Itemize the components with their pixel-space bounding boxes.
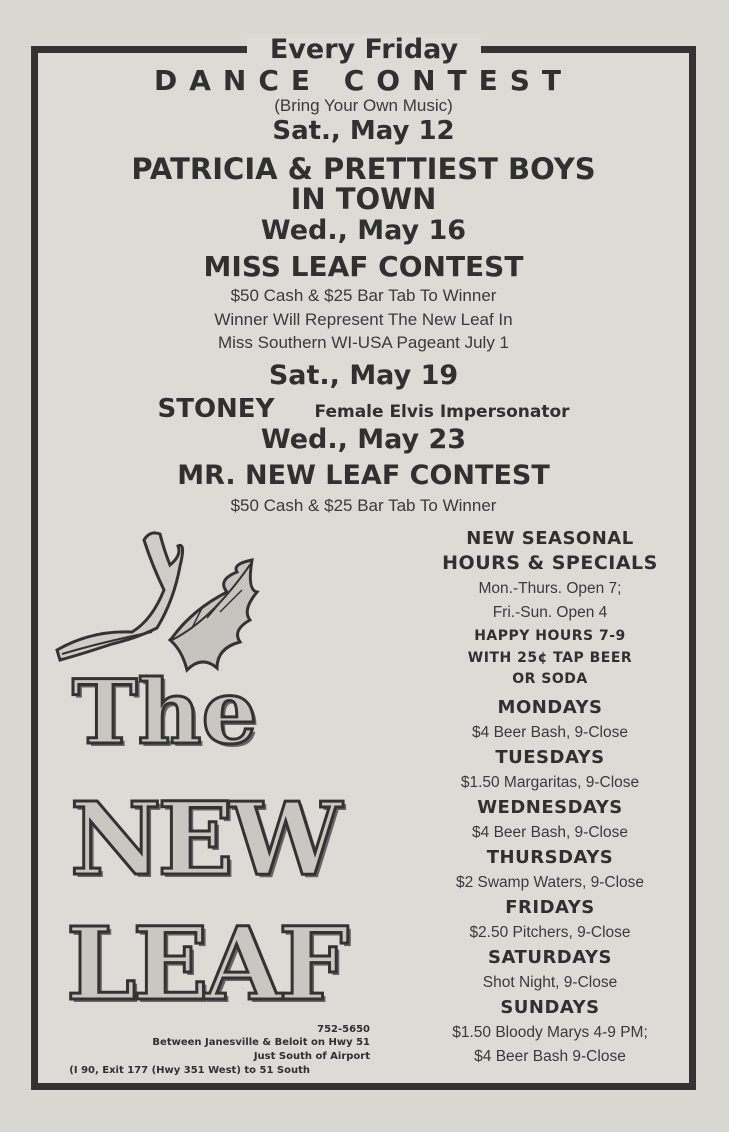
deal-thursday: $2 Swamp Waters, 9-Close — [455, 874, 645, 891]
hours-weekend: Fri.-Sun. Open 4 — [492, 604, 608, 621]
event-mr-new-leaf: MR. NEW LEAF CONTEST — [177, 460, 550, 491]
event-patricia-line1: PATRICIA & PRETTIEST BOYS — [131, 152, 596, 186]
day-sunday: SUNDAYS — [500, 997, 600, 1018]
address-line2: Just South of Airport — [253, 1051, 370, 1062]
day-monday: MONDAYS — [497, 697, 603, 718]
specials-heading-1: NEW SEASONAL — [466, 528, 634, 549]
miss-leaf-pageant: Miss Southern WI-USA Pageant July 1 — [217, 333, 510, 352]
deal-tuesday: $1.50 Margaritas, 9-Close — [460, 774, 640, 791]
day-tuesday: TUESDAYS — [495, 747, 605, 768]
miss-leaf-prize: $50 Cash & $25 Bar Tab To Winner — [230, 286, 497, 305]
logo-the: The — [72, 660, 258, 764]
logo-leaf: LEAF — [66, 905, 346, 1023]
stoney-description: Female Elvis Impersonator — [314, 402, 570, 422]
day-thursday: THURSDAYS — [486, 847, 614, 868]
miss-leaf-detail: Winner Will Represent The New Leaf In — [214, 310, 513, 329]
event-patricia-line2: IN TOWN — [290, 182, 437, 216]
happy-hours-2: WITH 25¢ TAP BEER — [467, 650, 633, 666]
event-stoney — [31, 394, 696, 424]
deal-wednesday: $4 Beer Bash, 9-Close — [472, 824, 628, 841]
deal-monday: $4 Beer Bash, 9-Close — [472, 724, 628, 741]
address-line1: Between Janesville & Beloit on Hwy 51 — [152, 1037, 370, 1048]
mr-new-leaf-prize: $50 Cash & $25 Bar Tab To Winner — [230, 496, 497, 515]
hours-weekday: Mon.-Thurs. Open 7; — [478, 580, 622, 597]
happy-hours-3: OR SODA — [512, 671, 588, 687]
day-saturday: SATURDAYS — [488, 947, 612, 968]
every-friday-header: Every Friday — [247, 34, 481, 66]
dance-contest-title: DANCE CONTEST — [153, 64, 574, 97]
event-miss-leaf: MISS LEAF CONTEST — [203, 250, 524, 283]
happy-hours-1: HAPPY HOURS 7-9 — [474, 628, 626, 644]
stoney-name: STONEY — [157, 394, 275, 424]
date-may-12: Sat., May 12 — [272, 116, 455, 146]
date-may-16: Wed., May 16 — [260, 215, 467, 246]
deal-sunday: $1.50 Bloody Marys 4-9 PM; — [452, 1024, 648, 1041]
logo-new: NEW — [70, 780, 338, 898]
address-line3: (I 90, Exit 177 (Hwy 351 West) to 51 South — [69, 1065, 310, 1076]
byo-music-note: (Bring Your Own Music) — [274, 96, 453, 115]
deal-saturday: Shot Night, 9-Close — [482, 974, 618, 991]
deal-friday: $2.50 Pitchers, 9-Close — [469, 924, 631, 941]
day-friday: FRIDAYS — [505, 897, 595, 918]
phone-number: 752-5650 — [317, 1024, 370, 1035]
deal-sunday-extra: $4 Beer Bash 9-Close — [474, 1048, 626, 1065]
day-wednesday: WEDNESDAYS — [477, 797, 623, 818]
date-may-23: Wed., May 23 — [260, 424, 467, 455]
date-may-19: Sat., May 19 — [268, 360, 459, 391]
specials-heading-2: HOURS & SPECIALS — [442, 552, 658, 574]
